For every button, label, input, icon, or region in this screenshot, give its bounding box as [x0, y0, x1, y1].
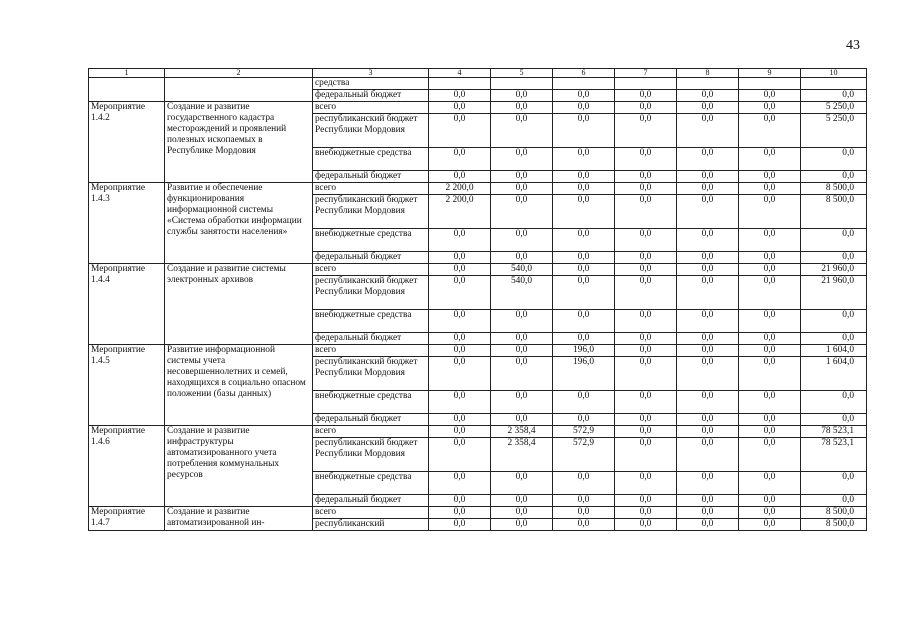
value-cell [429, 78, 491, 90]
header-cell: 7 [615, 69, 677, 78]
value-cell: 0,0 [553, 102, 615, 114]
value-cell: 8 500,0 [801, 519, 867, 531]
measure-name-cell: Развитие и обеспечение функционирования информационной системы «Система обработки информации службы занятости населения» [165, 183, 313, 264]
value-cell: 0,0 [553, 183, 615, 195]
value-cell: 0,0 [677, 229, 739, 252]
value-cell: 540,0 [491, 264, 553, 276]
value-cell: 8 500,0 [801, 183, 867, 195]
value-cell: 1 604,0 [801, 345, 867, 357]
value-cell: 0,0 [677, 345, 739, 357]
value-cell: 0,0 [801, 472, 867, 495]
measure-id-cell: Мероприятие 1.4.4 [89, 264, 165, 345]
value-cell: 0,0 [491, 519, 553, 531]
funding-source-cell: всего [313, 264, 429, 276]
value-cell: 0,0 [739, 345, 801, 357]
value-cell: 0,0 [429, 310, 491, 333]
value-cell: 0,0 [615, 333, 677, 345]
value-cell: 2 200,0 [429, 195, 491, 229]
value-cell: 0,0 [739, 171, 801, 183]
value-cell: 0,0 [739, 357, 801, 391]
value-cell: 0,0 [491, 310, 553, 333]
value-cell [491, 78, 553, 90]
value-cell: 0,0 [491, 252, 553, 264]
value-cell: 0,0 [491, 472, 553, 495]
value-cell: 0,0 [801, 90, 867, 102]
funding-source-cell: федеральный бюджет [313, 414, 429, 426]
value-cell: 0,0 [553, 391, 615, 414]
value-cell: 0,0 [491, 345, 553, 357]
header-row [89, 69, 867, 78]
funding-source-cell: внебюджетные средства [313, 310, 429, 333]
value-cell: 0,0 [491, 90, 553, 102]
measure-id-cell: Мероприятие 1.4.5 [89, 345, 165, 426]
value-cell: 0,0 [801, 495, 867, 507]
value-cell: 0,0 [739, 114, 801, 148]
value-cell: 0,0 [429, 495, 491, 507]
value-cell: 0,0 [677, 114, 739, 148]
funding-source-cell: внебюджетные средства [313, 472, 429, 495]
measure-name-cell: Создание и развитие автоматизированной ин- [165, 507, 313, 531]
funding-source-cell: республиканский бюджет Республики Мордовия [313, 276, 429, 310]
value-cell: 0,0 [491, 414, 553, 426]
value-cell: 0,0 [615, 195, 677, 229]
value-cell: 0,0 [739, 426, 801, 438]
value-cell: 0,0 [739, 519, 801, 531]
value-cell: 0,0 [429, 264, 491, 276]
page-number: 43 [846, 38, 860, 53]
budget-table [88, 68, 867, 531]
value-cell: 0,0 [553, 414, 615, 426]
value-cell: 0,0 [801, 310, 867, 333]
funding-source-cell: средства [313, 78, 429, 90]
value-cell: 0,0 [677, 171, 739, 183]
value-cell: 0,0 [553, 276, 615, 310]
table-row [89, 426, 867, 438]
value-cell: 0,0 [553, 114, 615, 148]
value-cell: 572,9 [553, 426, 615, 438]
value-cell: 0,0 [677, 357, 739, 391]
value-cell: 0,0 [491, 391, 553, 414]
funding-source-cell: федеральный бюджет [313, 252, 429, 264]
value-cell: 0,0 [677, 414, 739, 426]
value-cell: 0,0 [677, 264, 739, 276]
value-cell: 0,0 [429, 102, 491, 114]
funding-source-cell: всего [313, 183, 429, 195]
value-cell: 0,0 [615, 507, 677, 519]
value-cell: 0,0 [429, 519, 491, 531]
value-cell: 0,0 [739, 264, 801, 276]
table-row [89, 264, 867, 276]
value-cell: 0,0 [553, 171, 615, 183]
value-cell: 0,0 [677, 148, 739, 171]
value-cell: 0,0 [429, 391, 491, 414]
value-cell: 5 250,0 [801, 102, 867, 114]
value-cell: 0,0 [677, 472, 739, 495]
value-cell: 0,0 [677, 495, 739, 507]
funding-source-cell: федеральный бюджет [313, 333, 429, 345]
value-cell: 0,0 [429, 507, 491, 519]
value-cell: 0,0 [615, 472, 677, 495]
value-cell: 0,0 [739, 414, 801, 426]
value-cell: 0,0 [553, 507, 615, 519]
value-cell: 0,0 [615, 357, 677, 391]
table-row [89, 102, 867, 114]
measure-id-cell: Мероприятие 1.4.7 [89, 507, 165, 531]
value-cell: 0,0 [615, 495, 677, 507]
value-cell: 0,0 [677, 333, 739, 345]
value-cell: 0,0 [677, 90, 739, 102]
value-cell: 0,0 [553, 252, 615, 264]
header-cell: 5 [491, 69, 553, 78]
value-cell: 0,0 [615, 171, 677, 183]
value-cell: 0,0 [615, 114, 677, 148]
table-row [89, 507, 867, 519]
value-cell: 0,0 [739, 391, 801, 414]
value-cell: 0,0 [677, 391, 739, 414]
value-cell: 2 200,0 [429, 183, 491, 195]
value-cell: 0,0 [615, 276, 677, 310]
value-cell: 0,0 [677, 519, 739, 531]
value-cell: 0,0 [429, 276, 491, 310]
value-cell: 0,0 [553, 195, 615, 229]
value-cell: 0,0 [739, 333, 801, 345]
value-cell: 0,0 [429, 114, 491, 148]
value-cell: 78 523,1 [801, 426, 867, 438]
value-cell: 0,0 [491, 195, 553, 229]
value-cell: 0,0 [491, 148, 553, 171]
value-cell: 0,0 [429, 472, 491, 495]
value-cell: 0,0 [739, 438, 801, 472]
value-cell: 0,0 [677, 195, 739, 229]
value-cell: 0,0 [739, 252, 801, 264]
value-cell: 0,0 [615, 264, 677, 276]
table-row [89, 78, 867, 90]
header-cell: 3 [313, 69, 429, 78]
value-cell: 0,0 [553, 148, 615, 171]
value-cell: 0,0 [491, 495, 553, 507]
value-cell: 0,0 [615, 148, 677, 171]
value-cell: 196,0 [553, 345, 615, 357]
value-cell: 0,0 [615, 252, 677, 264]
value-cell: 0,0 [429, 229, 491, 252]
funding-source-cell: внебюджетные средства [313, 391, 429, 414]
measure-id-cell [89, 78, 165, 102]
funding-source-cell: республиканский бюджет Республики Мордовия [313, 438, 429, 472]
value-cell: 0,0 [429, 357, 491, 391]
value-cell: 0,0 [615, 391, 677, 414]
value-cell: 0,0 [677, 507, 739, 519]
value-cell: 0,0 [615, 426, 677, 438]
value-cell: 0,0 [677, 438, 739, 472]
funding-source-cell: республиканский бюджет Республики Мордовия [313, 195, 429, 229]
value-cell: 0,0 [615, 102, 677, 114]
funding-source-cell: республиканский бюджет Республики Мордовия [313, 114, 429, 148]
value-cell: 0,0 [491, 333, 553, 345]
funding-source-cell: республиканский бюджет Республики Мордовия [313, 357, 429, 391]
value-cell: 0,0 [491, 102, 553, 114]
value-cell: 0,0 [553, 264, 615, 276]
funding-source-cell: всего [313, 507, 429, 519]
measure-name-cell: Развитие информационной системы учета несовершеннолетних и семей, находящихся в социально опасном положении (базы данных) [165, 345, 313, 426]
value-cell: 196,0 [553, 357, 615, 391]
value-cell: 0,0 [615, 183, 677, 195]
value-cell: 572,9 [553, 438, 615, 472]
value-cell: 0,0 [615, 229, 677, 252]
value-cell: 78 523,1 [801, 438, 867, 472]
value-cell: 0,0 [491, 507, 553, 519]
value-cell: 0,0 [739, 195, 801, 229]
value-cell: 0,0 [553, 333, 615, 345]
value-cell: 0,0 [491, 357, 553, 391]
value-cell: 0,0 [801, 148, 867, 171]
measure-id-cell: Мероприятие 1.4.3 [89, 183, 165, 264]
value-cell: 0,0 [615, 90, 677, 102]
value-cell: 8 500,0 [801, 507, 867, 519]
value-cell [677, 78, 739, 90]
value-cell: 21 960,0 [801, 276, 867, 310]
value-cell: 5 250,0 [801, 114, 867, 148]
header-cell: 9 [739, 69, 801, 78]
value-cell: 0,0 [553, 90, 615, 102]
value-cell: 0,0 [615, 519, 677, 531]
value-cell: 0,0 [739, 90, 801, 102]
value-cell: 0,0 [739, 229, 801, 252]
value-cell: 0,0 [677, 426, 739, 438]
value-cell: 0,0 [615, 438, 677, 472]
value-cell: 0,0 [429, 171, 491, 183]
value-cell: 0,0 [801, 229, 867, 252]
value-cell: 0,0 [553, 495, 615, 507]
value-cell: 2 358,4 [491, 438, 553, 472]
header-cell: 4 [429, 69, 491, 78]
measure-id-cell: Мероприятие 1.4.6 [89, 426, 165, 507]
funding-source-cell: внебюджетные средства [313, 229, 429, 252]
value-cell [739, 78, 801, 90]
value-cell: 0,0 [739, 472, 801, 495]
value-cell: 0,0 [553, 310, 615, 333]
value-cell: 0,0 [677, 183, 739, 195]
value-cell: 0,0 [491, 183, 553, 195]
value-cell: 540,0 [491, 276, 553, 310]
value-cell: 0,0 [429, 438, 491, 472]
value-cell: 0,0 [801, 171, 867, 183]
value-cell [553, 78, 615, 90]
header-cell: 6 [553, 69, 615, 78]
value-cell: 0,0 [429, 90, 491, 102]
value-cell [801, 78, 867, 90]
value-cell: 0,0 [553, 229, 615, 252]
value-cell: 0,0 [553, 519, 615, 531]
value-cell: 0,0 [429, 252, 491, 264]
value-cell: 0,0 [491, 171, 553, 183]
funding-source-cell: всего [313, 426, 429, 438]
value-cell: 0,0 [677, 310, 739, 333]
value-cell: 0,0 [429, 148, 491, 171]
value-cell: 0,0 [739, 507, 801, 519]
value-cell: 0,0 [491, 114, 553, 148]
funding-source-cell: республиканский [313, 519, 429, 531]
table-row [89, 183, 867, 195]
value-cell: 0,0 [677, 276, 739, 310]
value-cell: 0,0 [801, 414, 867, 426]
value-cell: 0,0 [801, 391, 867, 414]
value-cell: 0,0 [429, 426, 491, 438]
header-cell: 2 [165, 69, 313, 78]
measure-name-cell: Создание и развитие системы электронных архивов [165, 264, 313, 345]
value-cell: 0,0 [739, 102, 801, 114]
measure-id-cell: Мероприятие 1.4.2 [89, 102, 165, 183]
value-cell: 0,0 [491, 229, 553, 252]
value-cell: 0,0 [429, 414, 491, 426]
header-cell: 10 [801, 69, 867, 78]
value-cell [615, 78, 677, 90]
value-cell: 0,0 [739, 310, 801, 333]
value-cell: 21 960,0 [801, 264, 867, 276]
value-cell: 0,0 [739, 183, 801, 195]
value-cell: 0,0 [739, 495, 801, 507]
value-cell: 0,0 [429, 345, 491, 357]
value-cell: 0,0 [801, 252, 867, 264]
funding-source-cell: всего [313, 345, 429, 357]
value-cell: 0,0 [615, 310, 677, 333]
value-cell: 2 358,4 [491, 426, 553, 438]
funding-source-cell: федеральный бюджет [313, 90, 429, 102]
value-cell: 0,0 [739, 148, 801, 171]
value-cell: 0,0 [677, 252, 739, 264]
measure-name-cell [165, 78, 313, 102]
measure-name-cell: Создание и развитие государственного кадастра месторождений и проявлений полезных ископаемых в Республике Мордовия [165, 102, 313, 183]
funding-source-cell: федеральный бюджет [313, 495, 429, 507]
header-cell: 8 [677, 69, 739, 78]
value-cell: 0,0 [801, 333, 867, 345]
value-cell: 0,0 [429, 333, 491, 345]
value-cell: 0,0 [739, 276, 801, 310]
value-cell: 0,0 [615, 345, 677, 357]
funding-source-cell: федеральный бюджет [313, 171, 429, 183]
value-cell: 1 604,0 [801, 357, 867, 391]
header-cell: 1 [89, 69, 165, 78]
value-cell: 0,0 [553, 472, 615, 495]
value-cell: 8 500,0 [801, 195, 867, 229]
funding-source-cell: всего [313, 102, 429, 114]
value-cell: 0,0 [677, 102, 739, 114]
table-row [89, 345, 867, 357]
measure-name-cell: Создание и развитие инфраструктуры автоматизированного учета потребления коммунальных ресурсов [165, 426, 313, 507]
funding-source-cell: внебюджетные средства [313, 148, 429, 171]
value-cell: 0,0 [615, 414, 677, 426]
